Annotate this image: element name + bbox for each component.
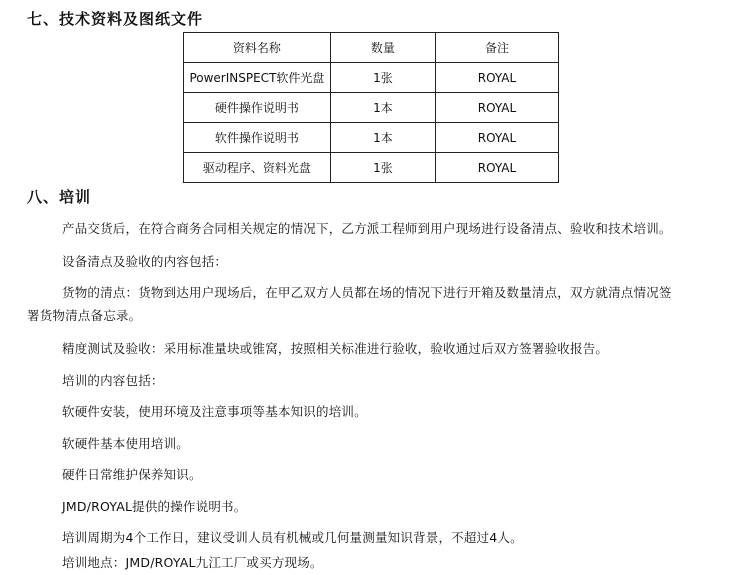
cell-quantity: 1张	[330, 153, 435, 183]
documents-table	[183, 32, 559, 183]
cell-remark: ROYAL	[435, 93, 558, 123]
training-contents-label: 培训的内容包括：	[62, 373, 164, 388]
header-name: 资料名称	[184, 33, 331, 63]
cell-remark: ROYAL	[435, 63, 558, 93]
training-item-basic-usage: 软硬件基本使用培训。	[62, 436, 190, 451]
training-item-installation: 软硬件安装，使用环境及注意事项等基本知识的培训。	[62, 404, 367, 419]
table-row	[184, 93, 559, 123]
training-item-maintenance: 硬件日常维护保养知识。	[62, 467, 202, 482]
inspection-contents-label: 设备清点及验收的内容包括：	[62, 254, 228, 269]
accuracy-test-paragraph: 精度测试及验收：采用标准量块或锥窝，按照相关标准进行验收，验收通过后双方签署验收报告。	[62, 341, 609, 356]
cell-quantity: 1本	[330, 93, 435, 123]
section-7-heading: 七、技术资料及图纸文件	[27, 10, 204, 28]
cell-remark: ROYAL	[435, 153, 558, 183]
cell-name: PowerINSPECT软件光盘	[184, 63, 331, 93]
table-row	[184, 63, 559, 93]
training-period-paragraph: 培训周期为4个工作日，建议受训人员有机械或几何量测量知识背景，不超过4人。	[62, 530, 523, 545]
header-remark: 备注	[435, 33, 558, 63]
training-item-manual: JMD/ROYAL提供的操作说明书。	[62, 499, 247, 514]
cell-quantity: 1张	[330, 63, 435, 93]
goods-check-paragraph-line1: 货物的清点：货物到达用户现场后，在甲乙双方人员都在场的情况下进行开箱及数量清点，双方就清点情况签	[62, 285, 672, 300]
cell-name: 驱动程序、资料光盘	[184, 153, 331, 183]
training-intro-paragraph: 产品交货后，在符合商务合同相关规定的情况下，乙方派工程师到用户现场进行设备清点、验收和技术培训。	[62, 221, 672, 236]
cell-remark: ROYAL	[435, 123, 558, 153]
table-row	[184, 153, 559, 183]
cell-quantity: 1本	[330, 123, 435, 153]
cell-name: 软件操作说明书	[184, 123, 331, 153]
goods-check-paragraph-line2: 署货物清点备忘录。	[27, 308, 142, 323]
table-header-row	[184, 33, 559, 63]
cell-name: 硬件操作说明书	[184, 93, 331, 123]
table-row	[184, 123, 559, 153]
training-location-paragraph: 培训地点：JMD/ROYAL九江工厂或买方现场。	[62, 555, 323, 570]
header-quantity: 数量	[330, 33, 435, 63]
section-8-heading: 八、培训	[27, 188, 92, 206]
